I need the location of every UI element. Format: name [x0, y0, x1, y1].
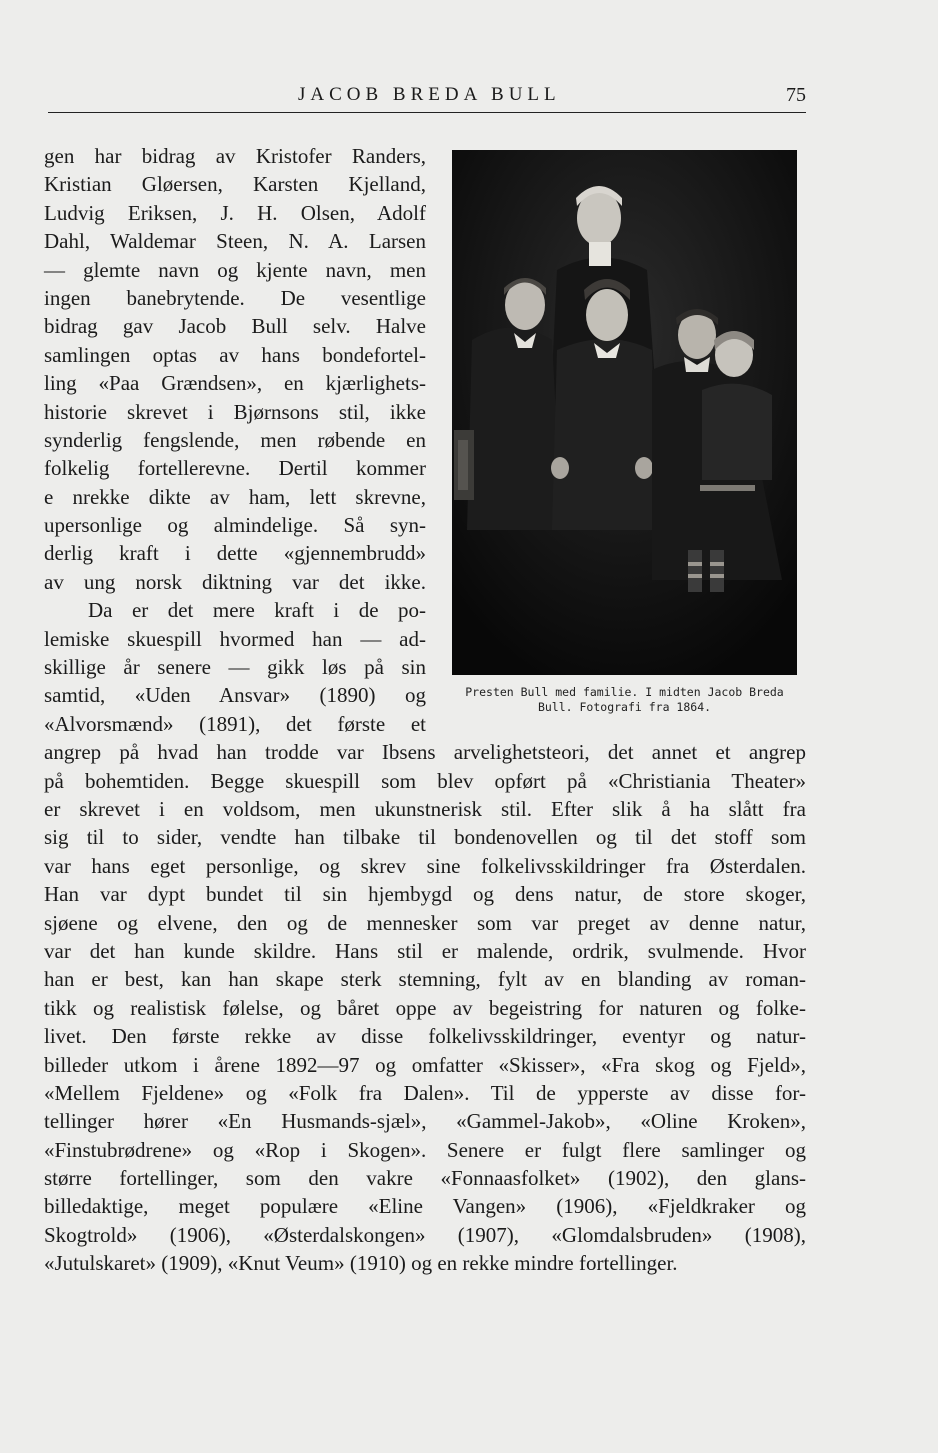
- text-line: livet. Den første rekke av disse folkelivsskildringer, eventyr og natur-: [44, 1024, 806, 1049]
- text-line: «Finstubrødrene» og «Rop i Skogen». Senere er fulgt flere samlinger og: [44, 1137, 806, 1162]
- text-line: Kristian Gløersen, Karsten Kjelland,: [44, 172, 426, 197]
- text-line: e nrekke dikte av ham, lett skrevne,: [44, 484, 426, 509]
- text-line: sjøene og elvene, den og de mennesker som var preget av denne natur,: [44, 910, 806, 935]
- text-line: av ung norsk diktning var det ikke.: [44, 569, 426, 594]
- text-line: Dahl, Waldemar Steen, N. A. Larsen: [44, 229, 426, 254]
- text-line: «Mellem Fjeldene» og «Folk fra Dalen». Til de ypperste av disse for-: [44, 1080, 806, 1105]
- text-line: bidrag gav Jacob Bull selv. Halve: [44, 314, 426, 339]
- text-line: — glemte navn og kjente navn, men: [44, 257, 426, 282]
- text-line: billedaktige, meget populære «Eline Vangen» (1906), «Fjeldkraker og: [44, 1194, 806, 1219]
- text-line: tellinger hører «En Husmands-sjæl», «Gammel-Jakob», «Oline Kroken»,: [44, 1109, 806, 1134]
- text-line: Ludvig Eriksen, J. H. Olsen, Adolf: [44, 200, 426, 225]
- text-line: ingen banebrytende. De vesentlige: [44, 285, 426, 310]
- text-line: Skogtrold» (1906), «Østerdalskongen» (1907), «Glomdalsbruden» (1908),: [44, 1222, 806, 1247]
- text-line: gen har bidrag av Kristofer Randers,: [44, 144, 426, 168]
- text-line: Da er det mere kraft i de po-: [88, 598, 426, 623]
- body-text: [44, 142, 814, 1278]
- text-line: på bohemtiden. Begge skuespill som blev opført på «Christiania Theater»: [44, 768, 806, 793]
- text-line: tikk og realistisk følelse, og båret oppe av begeistring for naturen og folke-: [44, 995, 806, 1020]
- text-line: synderlig fengslende, men røbende en: [44, 427, 426, 452]
- text-line: samlingen optas av hans bondefortel-: [44, 342, 426, 367]
- text-line: han er best, kan han skape sterk stemning, fylt av en blanding av roman-: [44, 967, 806, 992]
- text-line: «Jutulskaret» (1909), «Knut Veum» (1910) og en rekke mindre fortellinger.: [44, 1251, 678, 1276]
- page-number: 75: [786, 84, 806, 106]
- caption-line: Presten Bull med familie. I midten Jacob Breda: [465, 685, 784, 699]
- text-line: større fortellinger, som den vakre «Fonnaasfolket» (1902), den glans-: [44, 1166, 806, 1191]
- text-line: «Alvorsmænd» (1891), det første et: [44, 711, 426, 736]
- text-line: er skrevet i en voldsom, men ukunstnerisk stil. Efter slik å ha slått fra: [44, 796, 806, 821]
- text-line: angrep på hvad han trodde var Ibsens arvelighetsteori, det annet et angrep: [44, 740, 806, 765]
- text-line: sig til to sider, vendte han tilbake til bondenovellen og til det stoff som: [44, 825, 806, 850]
- text-line: samtid, «Uden Ansvar» (1890) og: [44, 683, 426, 708]
- running-header: [48, 84, 806, 113]
- text-line: derlig kraft i dette «gjennembrudd»: [44, 541, 426, 566]
- text-line: ling «Paa Grændsen», en kjærlighets-: [44, 371, 426, 396]
- text-line: lemiske skuespill hvormed han — ad-: [44, 626, 426, 651]
- text-line: var det han kunde skildre. Hans stil er malende, ordrik, svulmende. Hvor: [44, 938, 806, 963]
- text-line: var hans eget personlige, og skrev sine folkelivsskildringer fra Østerdalen.: [44, 853, 806, 878]
- caption-line: Bull. Fotografi fra 1864.: [537, 700, 712, 714]
- text-line: folkelig fortellerevne. Dertil kommer: [44, 456, 426, 481]
- text-line: upersonlige og almindelige. Så syn-: [44, 513, 426, 538]
- text-line: skillige år senere — gikk løs på sin: [44, 655, 426, 680]
- text-line: Han var dypt bundet til sin hjembygd og dens natur, de store skoger,: [44, 882, 806, 907]
- running-title: JACOB BREDA BULL: [298, 84, 561, 105]
- text-line: historie skrevet i Bjørnsons stil, ikke: [44, 399, 426, 424]
- text-line: billeder utkom i årene 1892—97 og omfatter «Skisser», «Fra skog og Fjeld»,: [44, 1052, 806, 1077]
